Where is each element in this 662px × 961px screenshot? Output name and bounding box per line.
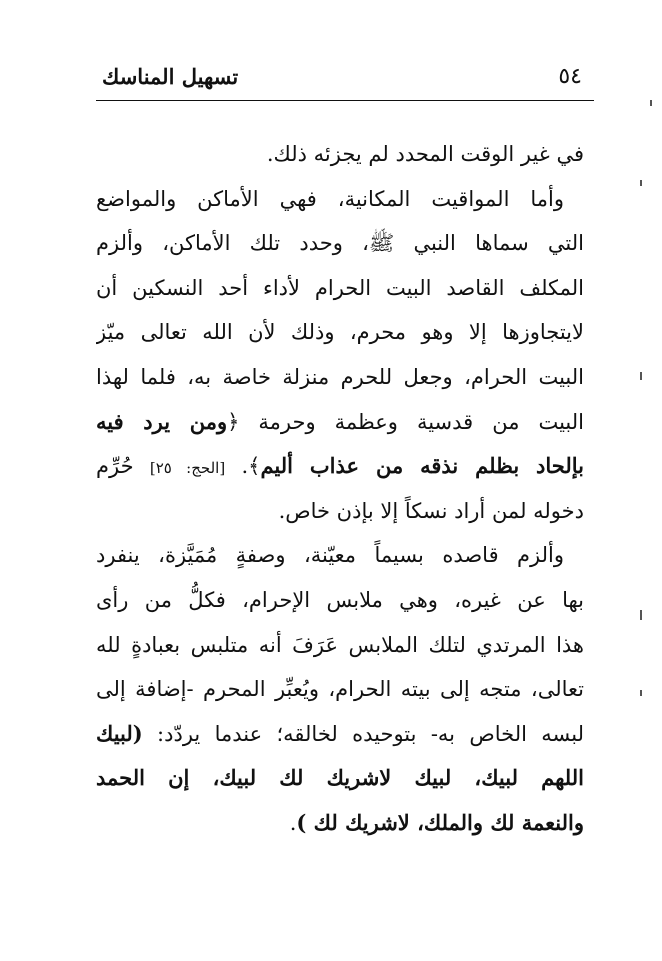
text-segment: وأما المواقيت المكانية، فهي الأماكن والمواضع <box>96 186 564 211</box>
text-segment: بها عن غيره، وهي ملابس الإحرام، فكلُّ من رأى <box>96 587 584 612</box>
bold-text-segment: ومن يرد فيه <box>96 408 228 434</box>
running-title: تسهيل المناسك <box>102 64 239 89</box>
text-segment: هذا المرتدي لتلك الملابس عَرَفَ أنه متلبس بعبادةٍ لله <box>96 632 584 657</box>
text-line <box>96 177 584 222</box>
page-header <box>96 58 594 101</box>
text-line <box>96 355 584 400</box>
text-line <box>96 489 584 534</box>
text-line <box>96 221 584 266</box>
text-line <box>96 801 584 846</box>
bold-text-segment: بإلحاد بظلم نذقه من عذاب أليم <box>260 453 584 479</box>
text-segment: حُرِّم <box>96 454 150 479</box>
text-line <box>96 444 584 489</box>
text-line <box>96 756 584 801</box>
text-line <box>96 310 584 355</box>
text-line <box>96 266 584 311</box>
text-segment: . <box>289 810 297 835</box>
text-line <box>96 132 584 177</box>
text-segment: التي سماها النبي ﷺ، وحدد تلك الأماكن، وألزم <box>96 231 584 256</box>
text-line <box>96 712 584 757</box>
scan-mark <box>650 100 652 106</box>
text-segment: البيت من قدسية وعظمة وحرمة ﴿ <box>227 409 584 434</box>
scan-mark <box>640 610 642 620</box>
page-body-text <box>96 132 584 846</box>
text-segment: البيت الحرام، وجعل للحرم منزلة خاصة به، فلما لهذا <box>96 364 584 389</box>
citation: [الحج: ٢٥] <box>149 459 226 478</box>
text-segment: لايتجاوزها إلا وهو محرم، وذلك لأن الله تعالى ميّز <box>96 320 584 345</box>
scan-mark <box>640 372 642 380</box>
text-segment: لبسه الخاص به- بتوحيده لخالقه؛ عندما يردّد: <box>142 721 584 746</box>
text-segment: وألزم قاصده بسيماً معيّنة، وصفةٍ مُمَيَّزة، ينفرد <box>96 543 564 568</box>
text-segment: دخوله لمن أراد نسكاً إلا بإذن خاص. <box>278 498 584 523</box>
text-segment: المكلف القاصد البيت الحرام لأداء أحد النسكين أن <box>96 275 584 300</box>
text-line <box>96 533 584 578</box>
bold-text-segment: اللهم لبيك، لبيك لاشريك لك لبيك، إن الحمد <box>96 765 584 791</box>
bold-text-segment: والنعمة لك والملك، لاشريك لك ) <box>296 809 584 835</box>
text-line <box>96 667 584 712</box>
scan-mark <box>640 690 642 696</box>
bold-text-segment: (لبيك <box>96 720 143 746</box>
text-segment: ﴾. <box>225 454 261 479</box>
page-number: ٥٤ <box>558 64 582 89</box>
text-line <box>96 400 584 445</box>
text-line <box>96 578 584 623</box>
text-segment: تعالى، متجه إلى بيته الحرام، ويُعبِّر المحرم -إضافة إلى <box>96 677 584 702</box>
text-segment: في غير الوقت المحدد لم يجزئه ذلك. <box>266 142 584 166</box>
text-line <box>96 623 584 668</box>
scan-mark <box>640 180 642 186</box>
